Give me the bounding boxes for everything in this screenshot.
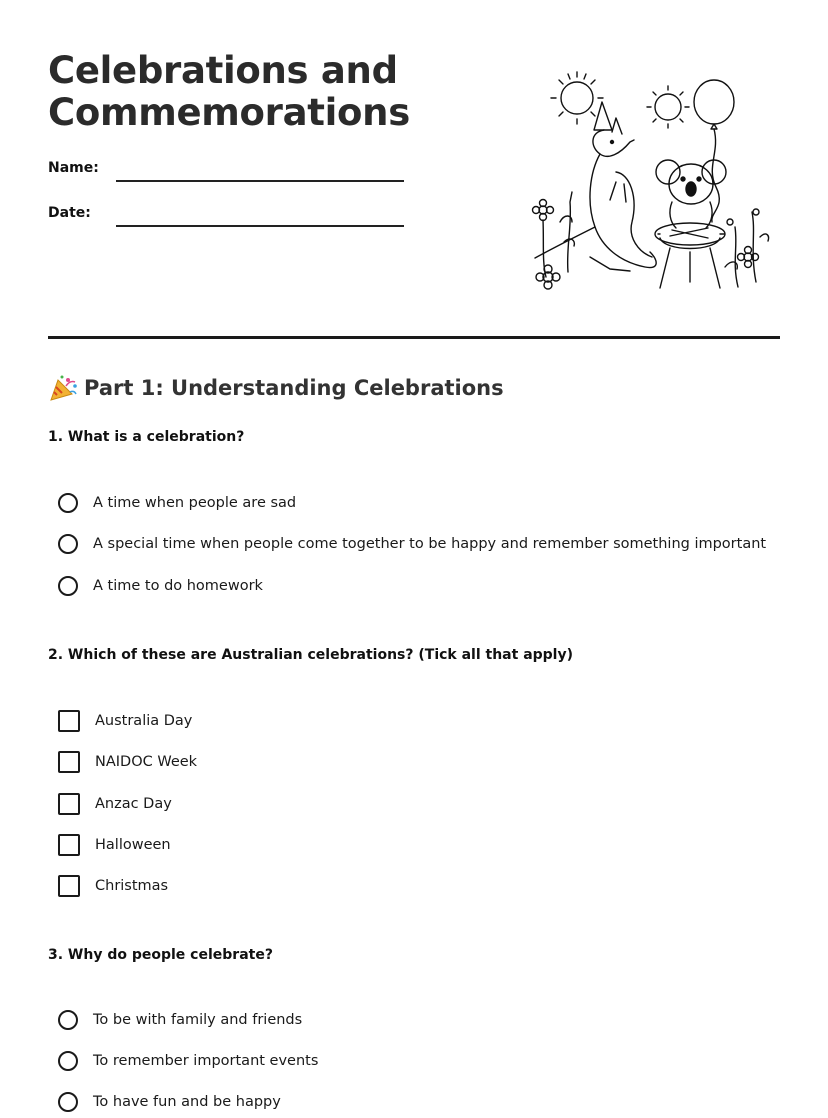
option-q1-a[interactable] <box>58 491 296 515</box>
option-label: To have fun and be happy <box>93 1094 281 1110</box>
option-label: Christmas <box>95 878 169 894</box>
option-label: To be with family and friends <box>93 1012 303 1028</box>
option-label: To remember important events <box>93 1053 319 1069</box>
party-popper-icon <box>48 374 78 402</box>
barbecue-grill-icon <box>655 223 725 288</box>
option-label: A time when people are sad <box>93 495 297 511</box>
radio-button[interactable] <box>58 534 78 554</box>
date-answer-line[interactable] <box>116 225 404 227</box>
checkbox[interactable] <box>58 834 80 856</box>
date-label: Date: <box>48 205 91 221</box>
kangaroo-icon <box>535 102 656 271</box>
option-q2-a[interactable] <box>58 709 192 733</box>
sun-icon <box>551 72 603 124</box>
option-label: A special time when people come together to be happy and remember something important <box>93 536 767 552</box>
option-q1-c[interactable] <box>58 574 263 598</box>
option-label: NAIDOC Week <box>95 754 198 770</box>
header-divider <box>48 336 780 339</box>
section-title-text: Part 1: Understanding Celebrations <box>84 376 504 400</box>
radio-button[interactable] <box>58 1010 78 1030</box>
checkbox[interactable] <box>58 710 80 732</box>
radio-button[interactable] <box>58 493 78 513</box>
flower-icon <box>725 209 769 287</box>
radio-button[interactable] <box>58 1092 78 1112</box>
option-q3-b[interactable] <box>58 1049 318 1073</box>
checkbox[interactable] <box>58 875 80 897</box>
balloon-icon <box>694 80 734 222</box>
name-answer-line[interactable] <box>116 180 404 182</box>
option-label: A time to do homework <box>93 578 263 594</box>
section-title-part-1 <box>48 374 504 402</box>
checkbox[interactable] <box>58 793 80 815</box>
option-q2-d[interactable] <box>58 833 171 857</box>
question-1: 1. What is a celebration? <box>48 429 245 445</box>
option-q2-c[interactable] <box>58 792 172 816</box>
koala-icon <box>656 160 726 228</box>
page-title: Celebrations and Commemorations <box>48 49 410 134</box>
kangaroo-koala-bbq-illustration <box>520 62 770 302</box>
radio-button[interactable] <box>58 576 78 596</box>
option-label: Australia Day <box>95 713 193 729</box>
sun-icon <box>647 86 689 128</box>
radio-button[interactable] <box>58 1051 78 1071</box>
option-q1-b[interactable] <box>58 532 766 556</box>
question-2: 2. Which of these are Australian celebrations? (Tick all that apply) <box>48 647 574 663</box>
flower-icon <box>533 192 575 289</box>
option-label: Halloween <box>95 837 171 853</box>
option-q2-b[interactable] <box>58 750 197 774</box>
option-label: Anzac Day <box>95 796 172 812</box>
question-3: 3. Why do people celebrate? <box>48 947 273 963</box>
option-q2-e[interactable] <box>58 874 168 898</box>
option-q3-a[interactable] <box>58 1008 302 1032</box>
option-q3-c[interactable] <box>58 1090 281 1114</box>
checkbox[interactable] <box>58 751 80 773</box>
name-label: Name: <box>48 160 99 176</box>
